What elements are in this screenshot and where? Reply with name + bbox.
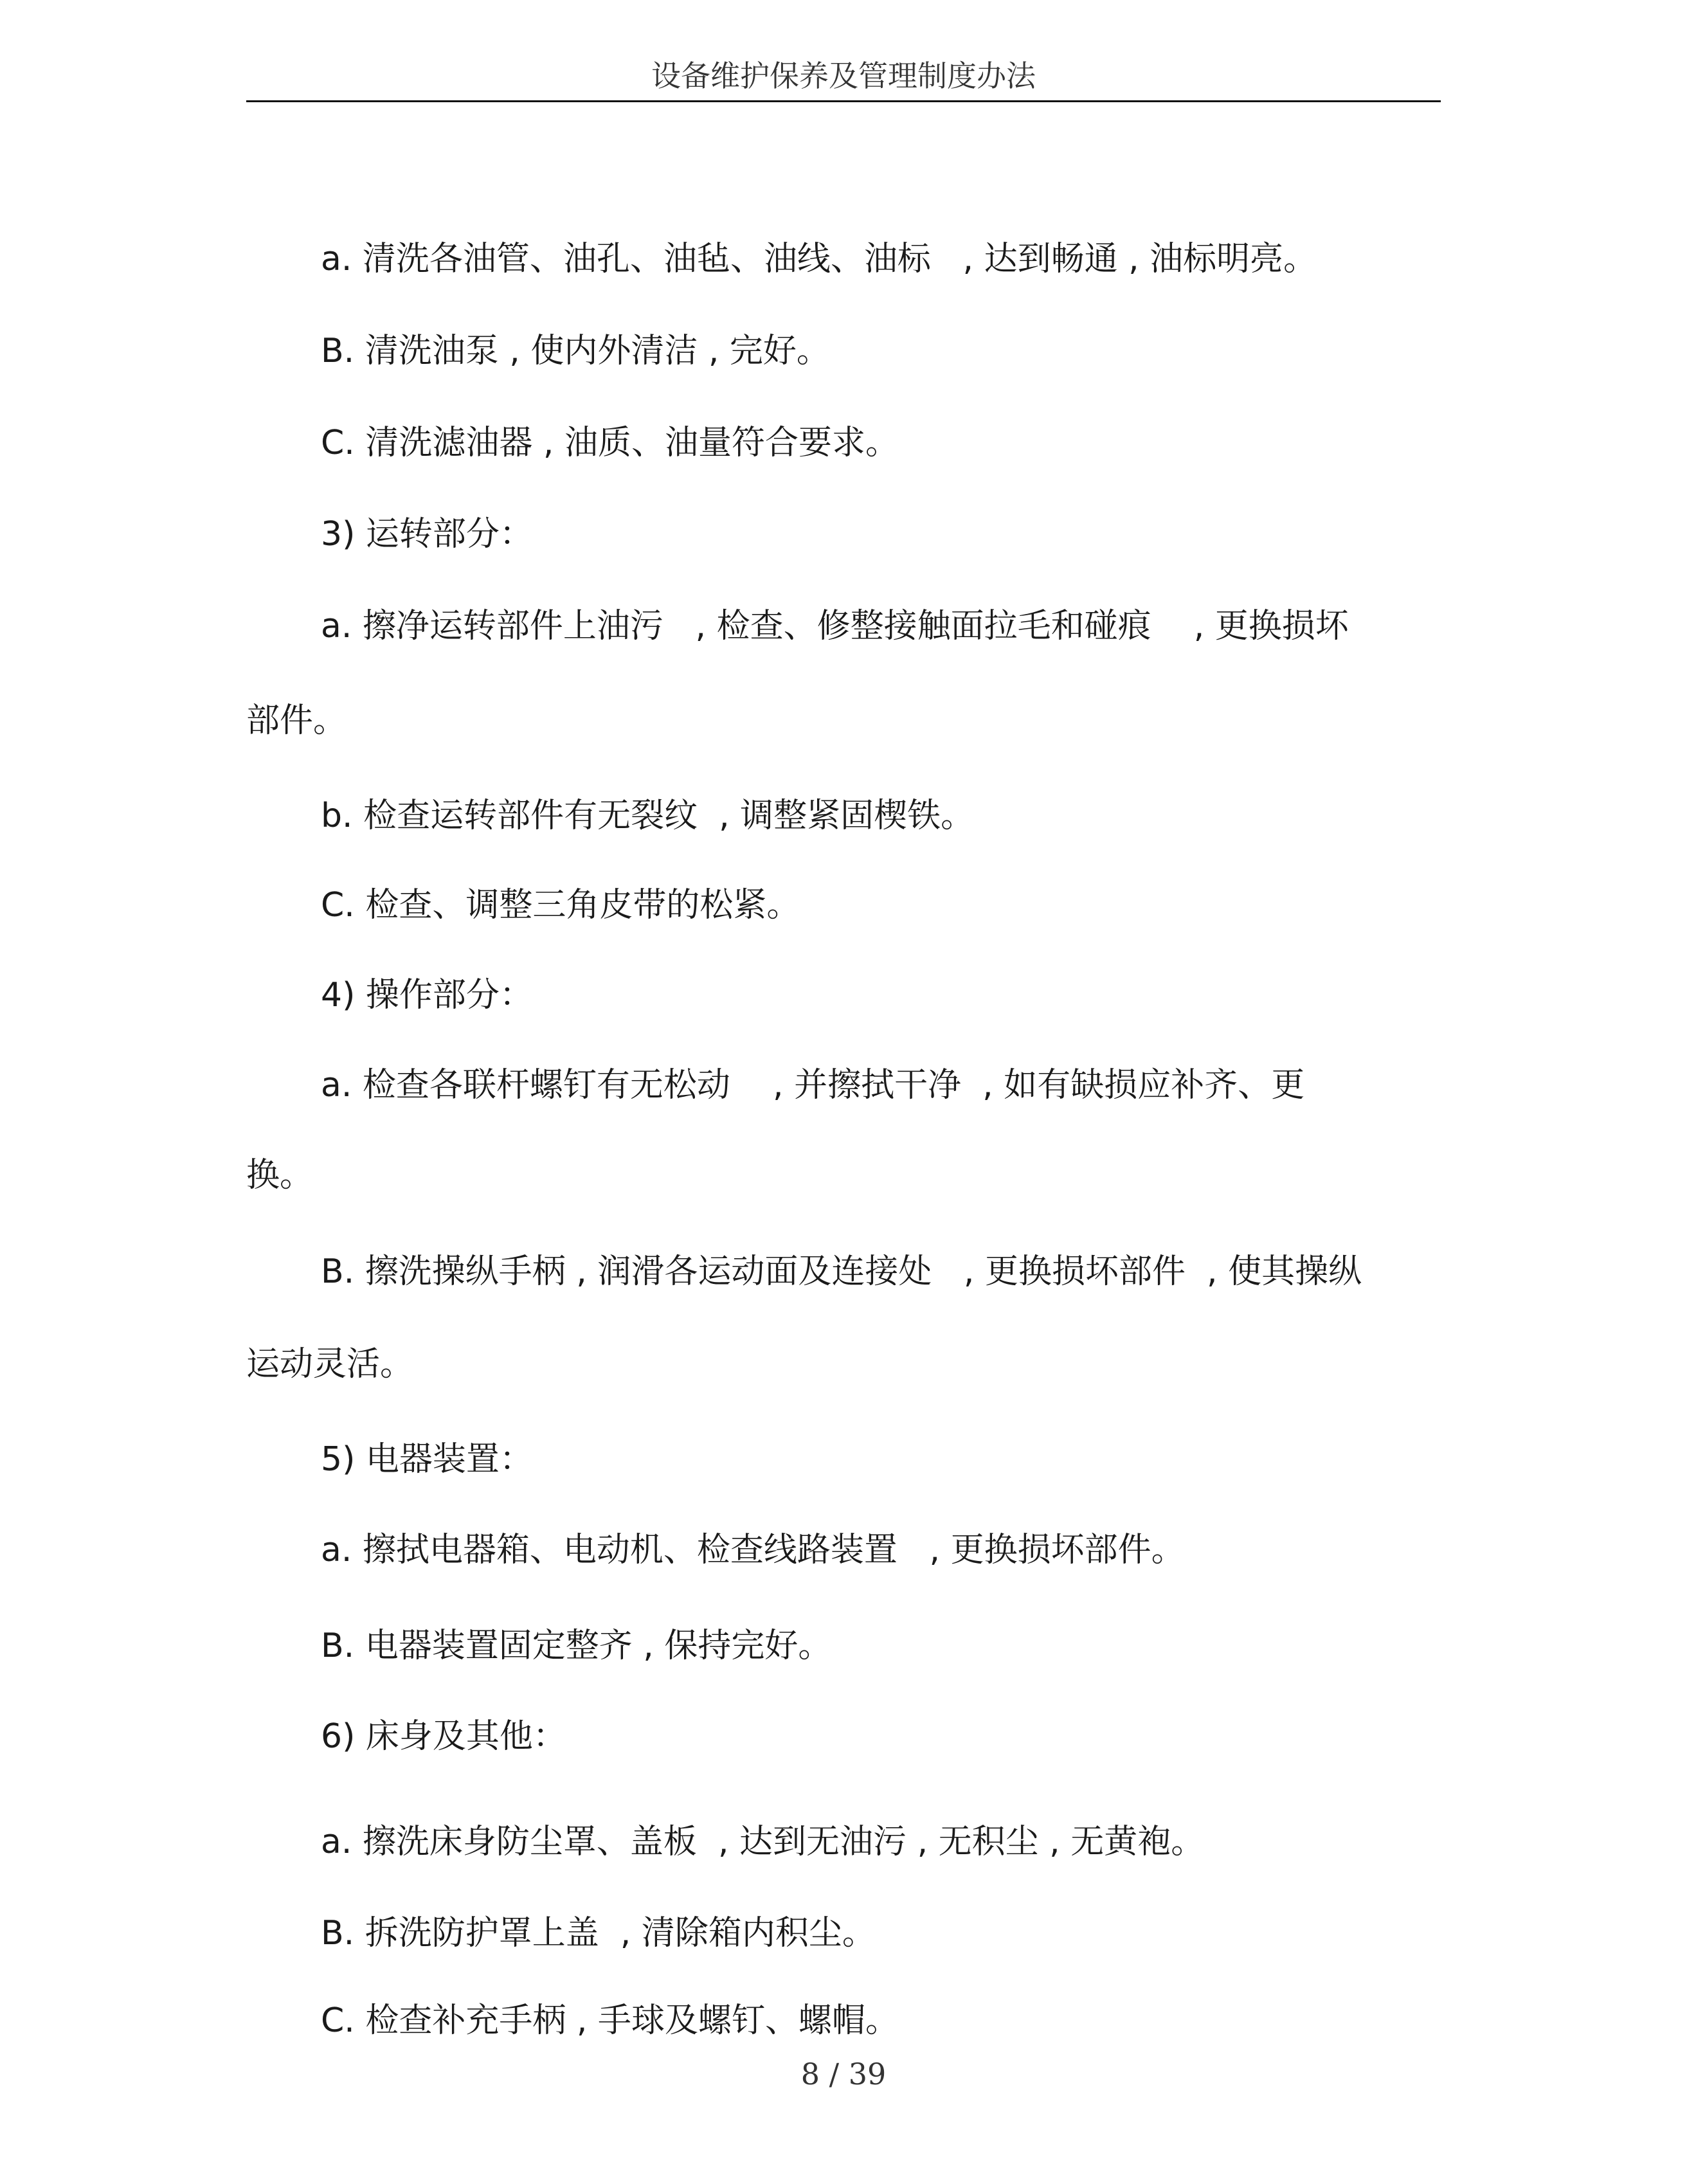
text-line: a. 清洗各油管、油孔、油毡、油线、油标 , 达到畅通 , 油标明亮。 <box>321 240 1317 278</box>
text-line: C. 检查、调整三角皮带的松紧。 <box>321 886 800 925</box>
text-line: B. 电器装置固定整齐 , 保持完好。 <box>321 1627 832 1665</box>
text-line: b. 检查运转部件有无裂纹 , 调整紧固楔铁。 <box>321 797 975 835</box>
page-header-title: 设备维护保养及管理制度办法 <box>651 59 1036 93</box>
text-line: a. 擦拭电器箱、电动机、检查线路装置 , 更换损坏部件。 <box>321 1531 1185 1569</box>
text-line: 4) 操作部分： <box>321 976 533 1015</box>
text-line: C. 检查补充手柄 , 手球及螺钉、螺帽。 <box>321 2001 899 2040</box>
text-line: 部件。 <box>246 701 347 740</box>
text-line: a. 检查各联杆螺钉有无松动 , 并擦拭干净 , 如有缺损应补齐、更 <box>321 1066 1305 1105</box>
text-line: B. 清洗油泵 , 使内外清洁 , 完好。 <box>321 332 830 370</box>
text-line: 运动灵活。 <box>246 1345 414 1384</box>
header-divider <box>246 100 1441 102</box>
text-line: B. 拆洗防护罩上盖 , 清除箱内积尘。 <box>321 1914 876 1953</box>
text-line: a. 擦洗床身防尘罩、盖板 , 达到无油污 , 无积尘 , 无黄袍。 <box>321 1823 1205 1861</box>
page-number: 8 / 39 <box>800 2057 887 2091</box>
text-line: C. 清洗滤油器 , 油质、油量符合要求。 <box>321 424 899 462</box>
text-line: 3) 运转部分： <box>321 515 533 554</box>
text-line: B. 擦洗操纵手柄 , 润滑各运动面及连接处 , 更换损坏部件 , 使其操纵 <box>321 1252 1362 1291</box>
text-line: 6) 床身及其他： <box>321 1717 566 1756</box>
text-line: 5) 电器装置： <box>321 1440 533 1479</box>
text-line: a. 擦净运转部件上油污 , 检查、修整接触面拉毛和碰痕 , 更换损坏 <box>321 607 1349 645</box>
text-line: 换。 <box>246 1156 314 1195</box>
